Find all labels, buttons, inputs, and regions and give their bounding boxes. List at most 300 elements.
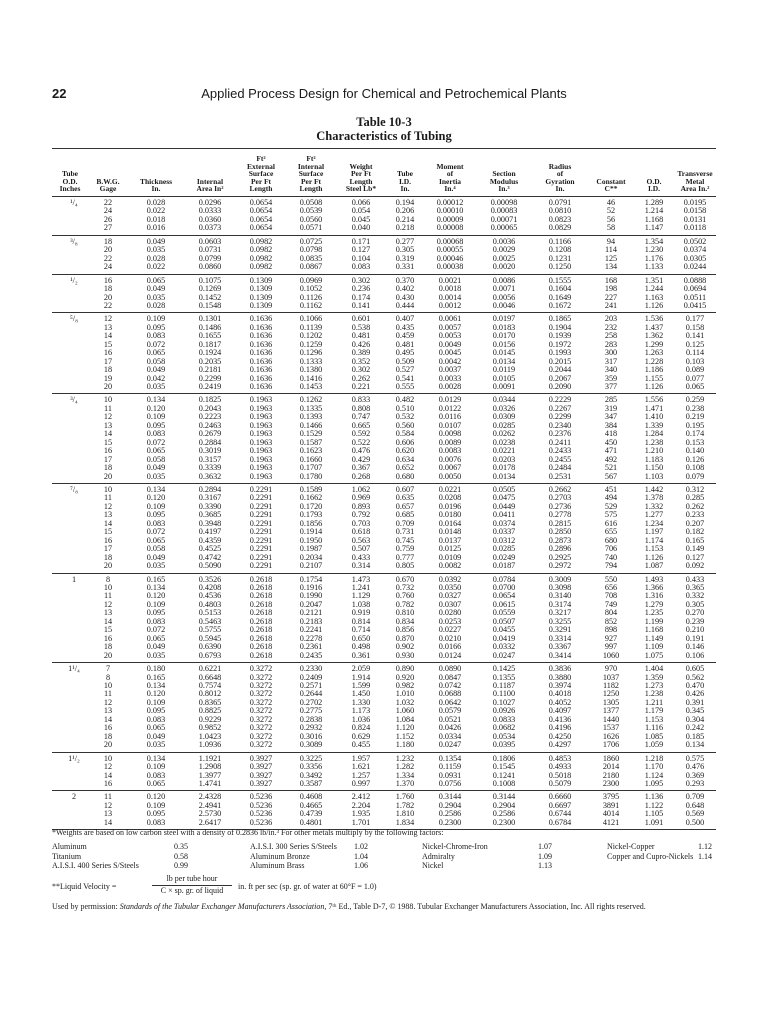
table-cell: 1.103 <box>644 471 664 481</box>
table-cell: 114 <box>605 245 617 255</box>
table-cell: 0.2736 <box>548 501 572 511</box>
table-cell: 0.3356 <box>299 762 323 772</box>
table-cell: 2.059 <box>336 663 386 674</box>
table-cell: 0.0508 <box>286 196 336 207</box>
table-cell: 0.1924 <box>198 348 222 358</box>
table-cell: 0.103 <box>685 356 705 366</box>
table-cell: 0.092 <box>685 561 705 571</box>
table-cell: 0.2419 <box>198 382 222 392</box>
table-cell: 0.1636 <box>249 356 273 366</box>
table-cell: 0.3272 <box>249 706 273 716</box>
table-cell: 0.083 <box>146 331 166 341</box>
table-cell: 0.146 <box>685 642 705 652</box>
table-cell: 0.650 <box>351 633 371 643</box>
table-cell: 0.5236 <box>236 819 286 830</box>
table-cell: 0.430 <box>395 292 415 302</box>
table-cell: 0.4525 <box>198 544 222 554</box>
table-cell: 0.5079 <box>548 778 572 788</box>
table-cell: 0.1259 <box>299 339 323 349</box>
table-cell: 0.527 <box>395 365 415 375</box>
table-cell: 1.404 <box>634 663 674 674</box>
table-cell: 0.2435 <box>299 650 323 660</box>
table-cell: 0.0020 <box>492 262 516 272</box>
metal-name: Copper and Cupro-Nickels <box>607 851 694 861</box>
tube-od-cell <box>52 207 88 215</box>
table-cell: 168 <box>588 274 634 285</box>
table-cell: 19 <box>103 373 113 383</box>
table-cell: 0.4665 <box>299 800 323 810</box>
multiplier-row <box>52 861 716 871</box>
table-cell: 0.2873 <box>548 535 572 545</box>
column-header-line: Transverse <box>677 169 713 179</box>
table-cell: 0.1425 <box>476 663 532 674</box>
table-cell: 0.058 <box>146 544 166 554</box>
table-cell: 0.3217 <box>548 608 572 618</box>
table-cell: 0.1393 <box>299 412 323 422</box>
column-header <box>184 148 236 196</box>
table-cell: 575 <box>604 510 618 520</box>
table-cell: 0.0559 <box>492 608 516 618</box>
table-cell: 0.2411 <box>548 437 572 447</box>
table-cell: 0.0183 <box>492 322 516 332</box>
table-cell: 0.670 <box>386 573 424 584</box>
table-cell: 1.084 <box>395 714 415 724</box>
table-cell: 2014 <box>602 762 620 772</box>
table-cell: 0.2291 <box>249 561 273 571</box>
table-cell: 0.0178 <box>492 463 516 473</box>
table-cell: 0.1355 <box>492 672 516 682</box>
table-cell: 804 <box>604 608 618 618</box>
table-cell: 0.2618 <box>249 608 273 618</box>
table-cell: 20 <box>103 561 113 571</box>
table-cell: 0.206 <box>395 206 415 216</box>
metal-factor: 1.02 <box>354 842 368 851</box>
tube-od-cell: 1 <box>52 573 88 584</box>
table-cell: 0.083 <box>146 770 166 780</box>
table-cell: 0.560 <box>395 420 415 430</box>
table-cell: 0.00012 <box>424 196 476 207</box>
table-cell: 0.0798 <box>299 245 323 255</box>
liquid-velocity-formula <box>52 874 716 898</box>
table-cell: 0.1231 <box>548 253 572 263</box>
table-cell: 13 <box>103 608 113 618</box>
table-cell: 0.2484 <box>548 463 572 473</box>
table-cell: 0.3291 <box>548 625 572 635</box>
table-cell: 0.606 <box>395 437 415 447</box>
table-cell: 0.2047 <box>299 599 323 609</box>
table-cell: 0.2618 <box>249 642 273 652</box>
table-cell: 0.856 <box>395 625 415 635</box>
metal-factor: 0.58 <box>174 851 188 861</box>
table-cell: 0.3089 <box>299 740 323 750</box>
table-cell: 0.6648 <box>198 672 222 682</box>
table-cell: 0.2300 <box>424 819 476 830</box>
table-cell: 0.3144 <box>476 791 532 802</box>
column-header-line: Length <box>249 184 273 194</box>
table-cell: 16 <box>103 348 113 358</box>
tube-od-cell <box>52 802 88 810</box>
metal-factor: 1.04 <box>354 851 368 861</box>
table-cell: 0.2291 <box>249 527 273 537</box>
weights-footnote: *Weights are based on low carbon steel with a density of 0.2836 lb/in.³ For other metals multiply by the following factors: <box>52 828 444 837</box>
column-header-line: Ft² <box>256 154 266 163</box>
table-cell: 1.176 <box>644 253 664 263</box>
table-cell: 0.3927 <box>249 762 273 772</box>
table-cell: 0.2067 <box>548 373 572 383</box>
table-cell: 1.241 <box>351 583 371 592</box>
table-cell: 1.075 <box>644 650 664 660</box>
table-cell: 0.2531 <box>548 471 572 481</box>
table-cell: 1.442 <box>634 484 674 495</box>
table-cell: 0.2241 <box>299 625 323 635</box>
table-cell: 0.1604 <box>548 284 572 294</box>
table-cell: 0.2904 <box>492 800 516 810</box>
tube-od-cell <box>52 246 88 254</box>
table-cell: 0.089 <box>685 365 705 375</box>
table-cell: 1.126 <box>644 552 664 562</box>
table-cell: 0.049 <box>146 642 166 652</box>
tube-od-cell <box>52 456 88 464</box>
table-cell: 0.109 <box>146 412 166 422</box>
table-cell: 0.510 <box>395 403 415 413</box>
table-cell: 0.1139 <box>299 322 323 332</box>
metal-name: Nickel-Chrome-Iron <box>422 842 488 851</box>
table-cell: 17 <box>103 356 113 366</box>
velocity-numerator: lb per tube hour <box>166 874 218 883</box>
table-cell: 0.065 <box>128 274 184 285</box>
table-cell: 0.106 <box>685 650 705 660</box>
table-cell: 1.279 <box>644 599 664 609</box>
table-cell: 0.0122 <box>438 403 462 413</box>
table-cell: 0.5945 <box>198 633 222 643</box>
table-cell: 0.1963 <box>249 403 273 413</box>
table-cell: 0.0449 <box>492 501 516 511</box>
table-cell: 1.152 <box>395 731 415 741</box>
table-cell: 0.1309 <box>249 284 273 294</box>
column-header-line: Surface <box>298 169 324 179</box>
table-cell: 852 <box>604 616 618 626</box>
table-cell: 0.1649 <box>548 292 572 302</box>
table-cell: 0.285 <box>685 493 705 503</box>
table-cell: 0.058 <box>146 454 166 464</box>
table-cell: 13 <box>103 706 113 716</box>
tube-od-cell <box>52 263 88 274</box>
table-cell: 1.150 <box>644 463 664 473</box>
table-cell: 13 <box>103 809 113 819</box>
table-cell: 11 <box>88 791 128 802</box>
table-cell: 0.2291 <box>249 544 273 554</box>
table-cell: 0.0784 <box>476 573 532 584</box>
table-cell: 0.4196 <box>548 723 572 733</box>
table-cell: 0.1296 <box>299 348 323 358</box>
column-header-line: Area In.² <box>680 184 710 194</box>
table-row <box>52 741 716 752</box>
table-cell: 0.2291 <box>236 484 286 495</box>
table-cell: 0.652 <box>395 463 415 473</box>
table-cell: 0.219 <box>685 412 705 422</box>
tube-od-cell <box>52 554 88 562</box>
tube-od-cell <box>52 780 88 791</box>
table-cell: 0.0360 <box>198 214 222 224</box>
table-cell: 0.2618 <box>249 650 273 660</box>
table-cell: 0.0166 <box>438 642 462 652</box>
table-cell: 0.4359 <box>198 535 222 545</box>
table-cell: 22 <box>103 300 113 310</box>
table-cell: 0.0028 <box>438 382 462 392</box>
table-cell: 0.3255 <box>548 616 572 626</box>
table-cell: 0.141 <box>351 300 371 310</box>
column-header-line: O.D. <box>62 176 78 186</box>
table-cell: 58 <box>606 223 616 233</box>
table-cell: 0.0134 <box>492 356 516 366</box>
table-cell: 1.289 <box>634 196 674 207</box>
permission-note <box>52 902 716 911</box>
table-cell: 0.1529 <box>299 429 323 439</box>
table-cell: 0.562 <box>685 672 705 682</box>
table-cell: 1.038 <box>351 599 371 609</box>
table-cell: 0.1865 <box>532 313 588 324</box>
column-header-line: In. <box>555 184 565 194</box>
table-cell: 0.2896 <box>548 544 572 554</box>
table-cell: 0.233 <box>685 510 705 520</box>
table-cell: 0.022 <box>146 206 166 216</box>
table-cell: 0.1825 <box>184 394 236 405</box>
table-cell: 0.0098 <box>438 429 462 439</box>
table-cell: 0.0700 <box>492 583 516 592</box>
table-cell: 0.3492 <box>299 770 323 780</box>
table-cell: 232 <box>604 322 618 332</box>
table-cell: 0.6390 <box>198 642 222 652</box>
table-cell: 0.1309 <box>249 292 273 302</box>
table-cell: 0.824 <box>351 723 371 733</box>
tube-od-cell <box>52 592 88 600</box>
table-cell: 15 <box>103 437 113 447</box>
table-cell: 0.3927 <box>249 770 273 780</box>
table-cell: 0.00065 <box>490 223 518 233</box>
table-cell: 0.685 <box>395 510 415 520</box>
table-cell: 0.0742 <box>438 680 462 690</box>
table-cell: 0.777 <box>395 552 415 562</box>
table-cell: 0.455 <box>351 740 371 750</box>
table-cell: 0.0221 <box>424 484 476 495</box>
table-cell: 0.134 <box>128 394 184 405</box>
table-cell: 0.120 <box>146 493 166 503</box>
table-cell: 0.095 <box>146 322 166 332</box>
table-cell: 0.370 <box>386 274 424 285</box>
table-cell: 0.2618 <box>249 591 273 601</box>
table-cell: 0.1987 <box>299 544 323 554</box>
table-cell: 0.049 <box>128 235 184 246</box>
table-cell: 0.2291 <box>249 510 273 520</box>
table-row <box>52 383 716 394</box>
table-cell: 1.153 <box>644 714 664 724</box>
table-cell: 12 <box>103 599 113 609</box>
table-cell: 319 <box>604 403 618 413</box>
table-cell: 0.2463 <box>198 420 222 430</box>
tube-od-cell <box>52 341 88 349</box>
table-cell: 1.173 <box>351 706 371 716</box>
tube-od-cell <box>52 733 88 741</box>
table-cell: 1.218 <box>634 752 674 763</box>
table-cell: 494 <box>604 493 618 503</box>
table-cell: 0.109 <box>146 599 166 609</box>
table-cell: 0.482 <box>386 394 424 405</box>
table-cell: 0.601 <box>336 313 386 324</box>
table-cell: 0.0187 <box>492 561 516 571</box>
table-cell: 0.2299 <box>548 412 572 422</box>
metal-name: A.I.S.I. 300 Series S/Steels <box>250 842 337 851</box>
table-cell: 7 <box>88 663 128 674</box>
table-cell: 0.293 <box>685 778 705 788</box>
table-cell: 0.0521 <box>438 714 462 724</box>
table-cell: 0.3272 <box>249 740 273 750</box>
tube-od-cell <box>52 324 88 332</box>
table-cell: 0.0502 <box>674 235 716 246</box>
table-cell: 0.040 <box>351 223 371 233</box>
table-cell: 0.0642 <box>438 697 462 707</box>
table-cell: 1250 <box>602 689 620 699</box>
table-cell: 1.3977 <box>198 770 222 780</box>
table-cell: 0.127 <box>685 552 705 562</box>
table-cell: 0.0296 <box>184 196 236 207</box>
column-header-line: O.D. <box>646 176 662 186</box>
table-cell: 0.0615 <box>492 599 516 609</box>
column-header <box>386 148 424 196</box>
table-cell: 0.2925 <box>548 552 572 562</box>
table-cell: 0.1262 <box>286 394 336 405</box>
table-cell: 0.2043 <box>198 403 222 413</box>
table-cell: 0.319 <box>395 253 415 263</box>
table-cell: 0.3974 <box>548 680 572 690</box>
multiplier-row <box>52 852 716 862</box>
table-cell: 0.365 <box>685 583 705 592</box>
tube-od-cell <box>52 643 88 651</box>
table-cell: 0.1990 <box>299 591 323 601</box>
tube-od-cell <box>52 216 88 224</box>
table-cell: 0.0045 <box>438 348 462 358</box>
table-cell: 0.1333 <box>299 356 323 366</box>
table-cell: 0.00008 <box>436 223 464 233</box>
table-cell: 0.0337 <box>492 527 516 537</box>
table-cell: 0.4250 <box>548 731 572 741</box>
table-cell: 0.2300 <box>476 819 532 830</box>
table-cell: 0.4803 <box>198 599 222 609</box>
table-cell: 1.410 <box>644 412 664 422</box>
table-cell: 1.010 <box>395 689 415 699</box>
table-cell: 0.0411 <box>492 510 516 520</box>
table-cell: 898 <box>604 625 618 635</box>
table-cell: 1537 <box>602 723 620 733</box>
table-cell: 0.1963 <box>249 429 273 439</box>
tube-od-cell <box>52 810 88 818</box>
column-header-line: Tube <box>62 169 78 179</box>
table-cell: 0.1587 <box>299 437 323 447</box>
table-cell: 0.470 <box>685 680 705 690</box>
permission-source: Standards of the Tubular Exchanger Manufacturers Association, <box>119 902 327 911</box>
table-cell: 0.2044 <box>548 365 572 375</box>
table-cell: 0.6221 <box>184 663 236 674</box>
table-cell: 0.714 <box>351 625 371 635</box>
table-cell: 0.114 <box>685 348 705 358</box>
table-cell: 0.3880 <box>548 672 572 682</box>
table-cell: 997 <box>604 642 618 652</box>
table-cell: 1.109 <box>644 642 664 652</box>
table-cell: 1.234 <box>644 518 664 528</box>
table-cell: 0.1817 <box>198 339 222 349</box>
table-cell: 0.2815 <box>548 518 572 528</box>
table-cell: 0.997 <box>351 778 371 788</box>
table-cell: 0.022 <box>146 262 166 272</box>
table-cell: 0.0244 <box>683 262 707 272</box>
table-cell: 0.833 <box>336 394 386 405</box>
table-cell: 0.4536 <box>198 591 222 601</box>
column-header-line: Inches <box>59 184 81 194</box>
table-cell: 0.1963 <box>249 420 273 430</box>
table-cell: 0.042 <box>146 373 166 383</box>
tube-od-cell <box>52 439 88 447</box>
tube-od-cell <box>52 682 88 690</box>
table-cell: 0.0116 <box>438 412 462 422</box>
table-cell: 0.049 <box>146 365 166 375</box>
table-cell: 0.049 <box>146 552 166 562</box>
table-cell: 15 <box>103 527 113 537</box>
table-cell: 492 <box>604 454 618 464</box>
table-cell: 1.362 <box>644 331 664 341</box>
multiplier-row <box>52 842 716 852</box>
table-cell: 1.230 <box>644 245 664 255</box>
tube-od-cell <box>52 511 88 519</box>
table-cell: 0.0119 <box>492 365 516 375</box>
table-cell: 0.210 <box>685 625 705 635</box>
table-cell: 0.3927 <box>249 778 273 788</box>
table-cell: 0.1916 <box>299 583 323 592</box>
table-cell: 1.155 <box>644 373 664 383</box>
table-cell: 0.0847 <box>438 672 462 682</box>
table-cell: 0.134 <box>146 680 166 690</box>
table-cell: 0.1636 <box>236 313 286 324</box>
tube-od-cell <box>52 447 88 455</box>
table-cell: 0.834 <box>395 616 415 626</box>
table-cell: 749 <box>604 599 618 609</box>
table-cell: 0.1335 <box>299 403 323 413</box>
table-cell: 0.214 <box>395 214 415 224</box>
column-header-line: Gage <box>99 184 117 194</box>
table-cell: 0.3272 <box>249 731 273 741</box>
table-cell: 0.605 <box>674 663 716 674</box>
table-cell: 0.0969 <box>286 274 336 285</box>
table-cell: 0.016 <box>146 223 166 233</box>
table-cell: 0.0534 <box>492 731 516 741</box>
table-cell: 1.133 <box>644 262 664 272</box>
table-cell: 0.0158 <box>683 206 707 216</box>
table-cell: 0.0725 <box>286 235 336 246</box>
table-cell: 0.331 <box>395 262 415 272</box>
table-cell: 0.0688 <box>438 689 462 699</box>
table-cell: 317 <box>604 356 618 366</box>
table-cell: 1.282 <box>395 762 415 772</box>
table-cell: 1.060 <box>395 706 415 716</box>
table-cell: 0.0089 <box>438 437 462 447</box>
table-cell: 0.0036 <box>476 235 532 246</box>
table-cell: 0.0210 <box>438 633 462 643</box>
table-cell: 0.149 <box>685 544 705 554</box>
table-cell: 0.194 <box>386 196 424 207</box>
table-cell: 14 <box>103 518 113 528</box>
table-cell: 0.1806 <box>476 752 532 763</box>
table-cell: 0.2015 <box>548 356 572 366</box>
table-cell: 0.6784 <box>532 819 588 830</box>
table-cell: 0.174 <box>685 429 705 439</box>
